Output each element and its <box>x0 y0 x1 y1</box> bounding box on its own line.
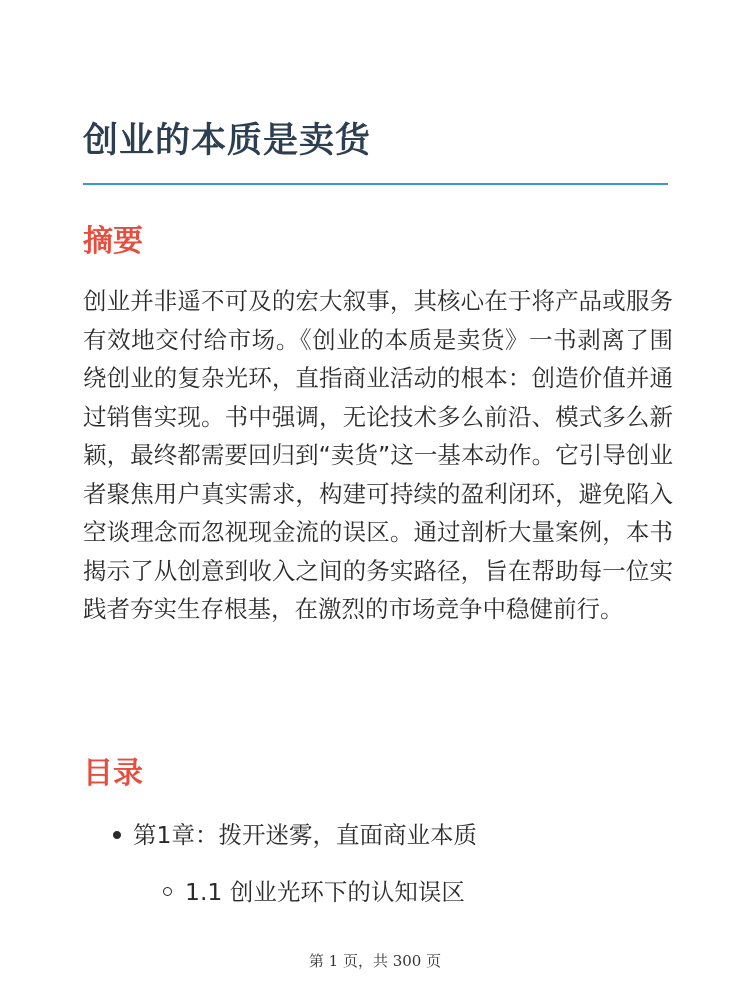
toc-heading: 目录 <box>83 756 143 791</box>
title-divider <box>83 183 668 185</box>
abstract-paragraph: 创业并非遥不可及的宏大叙事，其核心在于将产品或服务有效地交付给市场。《创业的本质是卖货》一书剥离了围绕创业的复杂光环，直指商业活动的根本：创造价值并通过销售实现。书中强调，无论技术多么前沿、模式多么新颖，最终都需要回归到“卖货”这一基本动作。它引导创业者聚焦用户真实需求，构建可持续的盈利闭环，避免陷入空谈理念而忽视现金流的误区。通过剖析大量案例，本书揭示了从创意到收入之间的务实路径，旨在帮助每一位实践者夯实生存根基，在激烈的市场竞争中稳健前行。 <box>83 287 673 623</box>
abstract-heading: 摘要 <box>83 224 143 259</box>
bullet-disc-icon <box>113 831 121 839</box>
bullet-circle-icon <box>163 887 172 896</box>
toc-item-label: 第1章：拨开迷雾，直面商业本质 <box>133 821 477 849</box>
document-title: 创业的本质是卖货 <box>83 121 372 161</box>
toc-item-section-1-1[interactable] <box>163 874 465 910</box>
toc-item-chapter-1[interactable] <box>113 817 477 853</box>
page-footer: 第 1 页，共 300 页 <box>308 952 442 970</box>
toc-item-label: 1.1 创业光环下的认知误区 <box>185 878 465 906</box>
